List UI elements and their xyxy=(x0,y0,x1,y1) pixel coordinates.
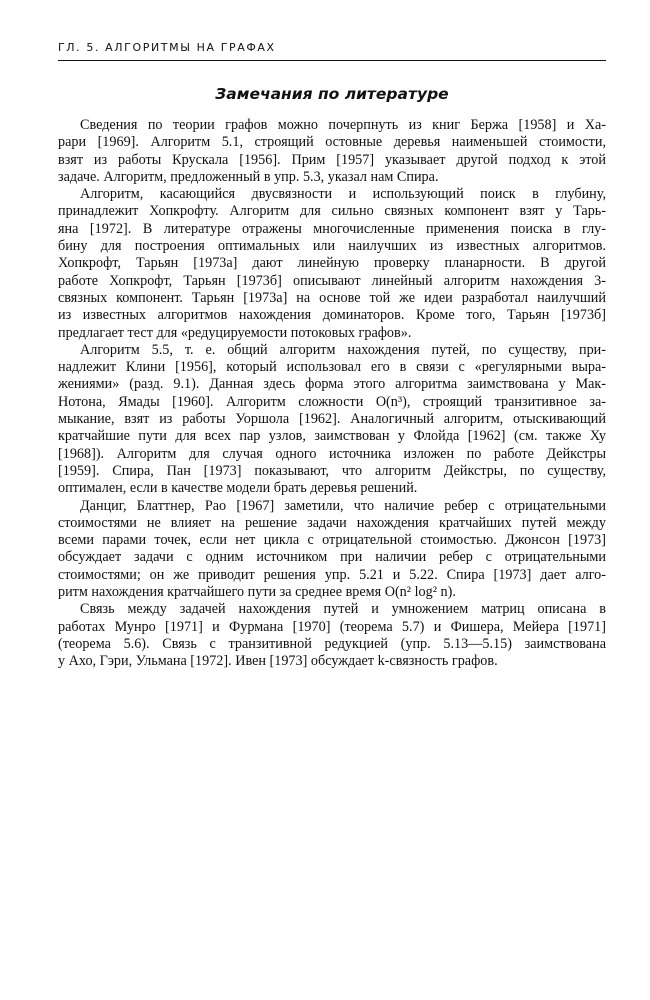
text-line: из известных алгоритмов нахождения доминаторов. Кроме того, Тарьян [1973б] xyxy=(58,307,606,324)
text-line: принадлежит Хопкрофту. Алгоритм для сильно связных компонент взят у Тарь- xyxy=(58,203,606,220)
text-line: оптимален, если в качестве модели брать деревья решений. xyxy=(58,480,418,497)
paragraph xyxy=(58,117,606,186)
text-line: Связь между задачей нахождения путей и умножением матриц описана в xyxy=(80,601,606,618)
text-line: стоимостями не влияет на решение задачи нахождения кратчайших путей между xyxy=(58,514,606,531)
text-line: Сведения по теории графов можно почерпнуть из книг Бержа [1958] и Ха- xyxy=(80,117,606,133)
text-line: связных компонент. Тарьян [1973а] на основе той же идеи разработал наилучший xyxy=(58,289,606,306)
text-line: взят из работы Крускала [1956]. Прим [1957] указывает другой подход к этой xyxy=(58,151,606,168)
text-line: [1968]). Алгоритм для случая одного источника изложен по работе Дейкстры xyxy=(58,445,606,462)
text-line: обсуждает задачи с одним источником при наличии ребер с отрицательными xyxy=(58,549,606,566)
body-text xyxy=(58,117,606,671)
text-line: жениями» (разд. 9.1). Данная здесь форма этого алгоритма заимствована у Мак- xyxy=(58,376,606,393)
paragraph xyxy=(58,342,606,498)
text-line: у Ахо, Гэри, Ульмана [1972]. Ивен [1973] обсуждает k-связность графов. xyxy=(58,653,498,670)
text-line: (теорема 5.6). Связь с транзитивной редукцией (упр. 5.13—5.15) заимствована xyxy=(58,635,606,652)
text-line: работе Хопкрофт, Тарьян [1973б] описывают линейный алгоритм нахождения 3- xyxy=(58,272,606,289)
text-line: яна [1972]. В литературе отражены многочисленные применения поиска в глу- xyxy=(58,220,606,237)
text-line: надлежит Клини [1956], который использовал его в связи с «регулярными выра- xyxy=(58,359,606,376)
text-line: Алгоритм 5.5, т. е. общий алгоритм нахождения путей, по существу, при- xyxy=(80,341,606,358)
text-line: задаче. Алгоритм, предложенный в упр. 5.3, указал нам Спира. xyxy=(58,168,439,185)
text-line: Алгоритм, касающийся двусвязности и использующий поиск в глубину, xyxy=(80,186,606,203)
text-line: бину для построения оптимальных или наилучших из известных алгоритмов. xyxy=(58,238,606,255)
text-line: ритм нахождения кратчайшего пути за среднее время O(n² log² n). xyxy=(58,584,456,601)
text-line: [1959]. Спира, Пан [1973] показывают, что алгоритм Дейкстры, по существу, xyxy=(58,462,606,479)
text-line: Нотона, Ямады [1960]. Алгоритм сложности O(n³), строящий транзитивное за- xyxy=(58,393,606,410)
text-line: Хопкрофт, Тарьян [1973а] дают линейную проверку планарности. В другой xyxy=(58,255,606,272)
paragraph xyxy=(58,498,606,602)
text-line: Данциг, Блаттнер, Рао [1967] заметили, что наличие ребер с отрицательными xyxy=(80,497,606,514)
section-title: Замечания по литературе xyxy=(215,85,449,103)
paragraph xyxy=(58,601,606,670)
text-line: предлагает тест для «редуцируемости потоковых графов». xyxy=(58,324,412,341)
text-line: кратчайшие пути для всех пар узлов, заимствован у Флойда [1962] (см. также Ху xyxy=(58,428,606,445)
text-line: работах Мунро [1971] и Фурмана [1970] (теорема 5.7) и Фишера, Мейера [1971] xyxy=(58,618,606,635)
text-line: мыкание, взят из работы Уоршола [1962]. Аналогичный алгоритм, отыскивающий xyxy=(58,411,606,428)
running-head: ГЛ. 5. АЛГОРИТМЫ НА ГРАФАХ xyxy=(58,41,276,54)
header-rule xyxy=(58,60,606,61)
text-line: стоимостями; он же приводит решения упр. 5.21 и 5.22. Спира [1973] дает алго- xyxy=(58,566,606,583)
paragraph xyxy=(58,186,606,342)
text-line: всеми парами точек, если нет цикла с отрицательной стоимостью. Джонсон [1973] xyxy=(58,532,606,549)
text-line: рари [1969]. Алгоритм 5.1, строящий остовные деревья наименьшей стоимости, xyxy=(58,134,606,151)
